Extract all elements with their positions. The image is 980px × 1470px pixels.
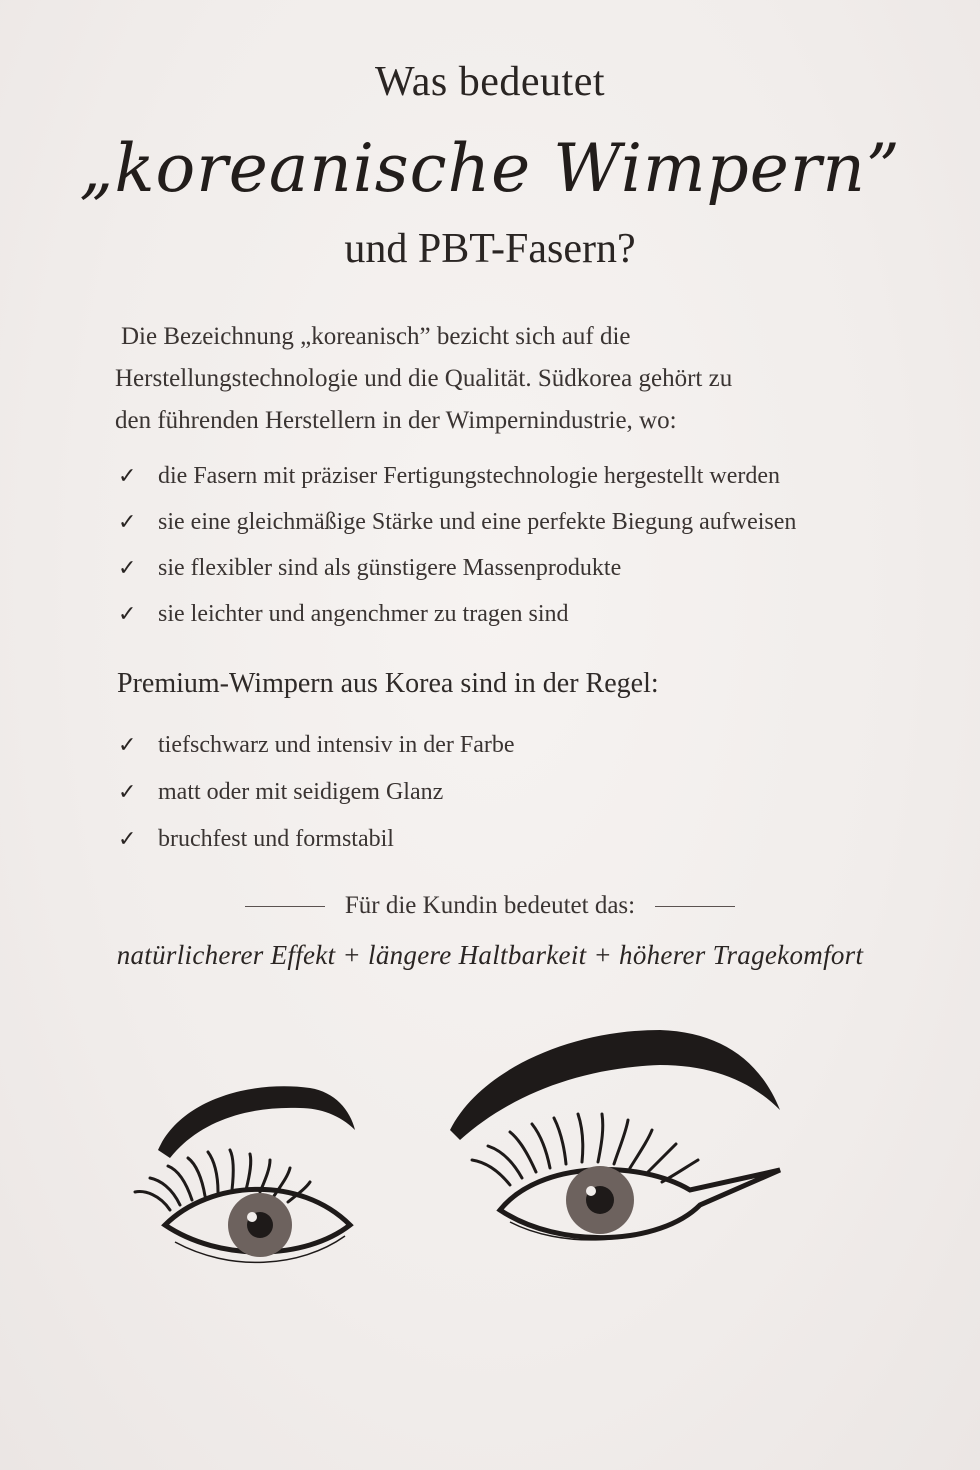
eyes-illustration: [100, 1010, 900, 1430]
title-line-1: Was bedeutet: [374, 59, 606, 105]
kundin-heading-row: [0, 892, 980, 920]
list-item: [118, 816, 918, 863]
intro-line: den führenden Herstellern in der Wimpernindustrie, wo:: [115, 407, 677, 434]
left-lashes: [135, 1150, 310, 1210]
right-eyebrow: [450, 1030, 780, 1140]
kundin-heading: Für die Kundin bedeutet das:: [344, 892, 636, 919]
list-item-text: sie eine gleichmäßige Stärke und eine perfekte Biegung aufweisen: [158, 508, 797, 535]
list-item: [118, 722, 918, 769]
intro-line: Herstellungstechnologie und die Qualität. Südkorea gehört zu: [115, 365, 733, 392]
list-item: [118, 453, 918, 499]
divider-right: [655, 906, 735, 907]
list-item-text: matt oder mit seidigem Glanz: [158, 779, 444, 805]
list-item: [118, 499, 918, 545]
check-icon: ✓: [118, 463, 137, 489]
left-eyebrow: [158, 1086, 355, 1158]
check-icon: ✓: [118, 509, 137, 535]
list-item: [118, 769, 918, 816]
list-item-text: bruchfest und formstabil: [158, 826, 394, 852]
list-item-text: sie leichter und angenchmer zu tragen sind: [158, 600, 569, 627]
divider-left: [245, 906, 325, 907]
list-item: [118, 545, 918, 591]
list-item-text: die Fasern mit präziser Fertigungstechnologie hergestellt werden: [158, 462, 781, 489]
check-icon: ✓: [118, 733, 137, 758]
list-item-text: tiefschwarz und intensiv in der Farbe: [158, 732, 515, 758]
list-item: [118, 591, 918, 637]
intro-line: Die Bezeichnung „koreanisch” bezicht sich auf die: [121, 323, 631, 350]
intro-paragraph: [115, 316, 905, 442]
right-eye-outline: [500, 1170, 780, 1238]
check-icon: ✓: [118, 601, 137, 627]
title-line-3: und PBT-Fasern?: [344, 226, 636, 272]
check-icon: ✓: [118, 780, 137, 805]
features-list: [118, 453, 918, 637]
premium-list: [118, 722, 918, 863]
list-item-text: sie flexibler sind als günstigere Massenprodukte: [158, 554, 622, 581]
benefits-line: natürlicherer Effekt + längere Haltbarkeit + höherer Tragekomfort: [116, 940, 864, 970]
check-icon: ✓: [118, 555, 137, 581]
check-icon: ✓: [118, 827, 137, 852]
premium-subheading: Premium-Wimpern aus Korea sind in der Regel:: [117, 668, 659, 699]
title-script: „koreanische Wimpern”: [79, 130, 901, 207]
